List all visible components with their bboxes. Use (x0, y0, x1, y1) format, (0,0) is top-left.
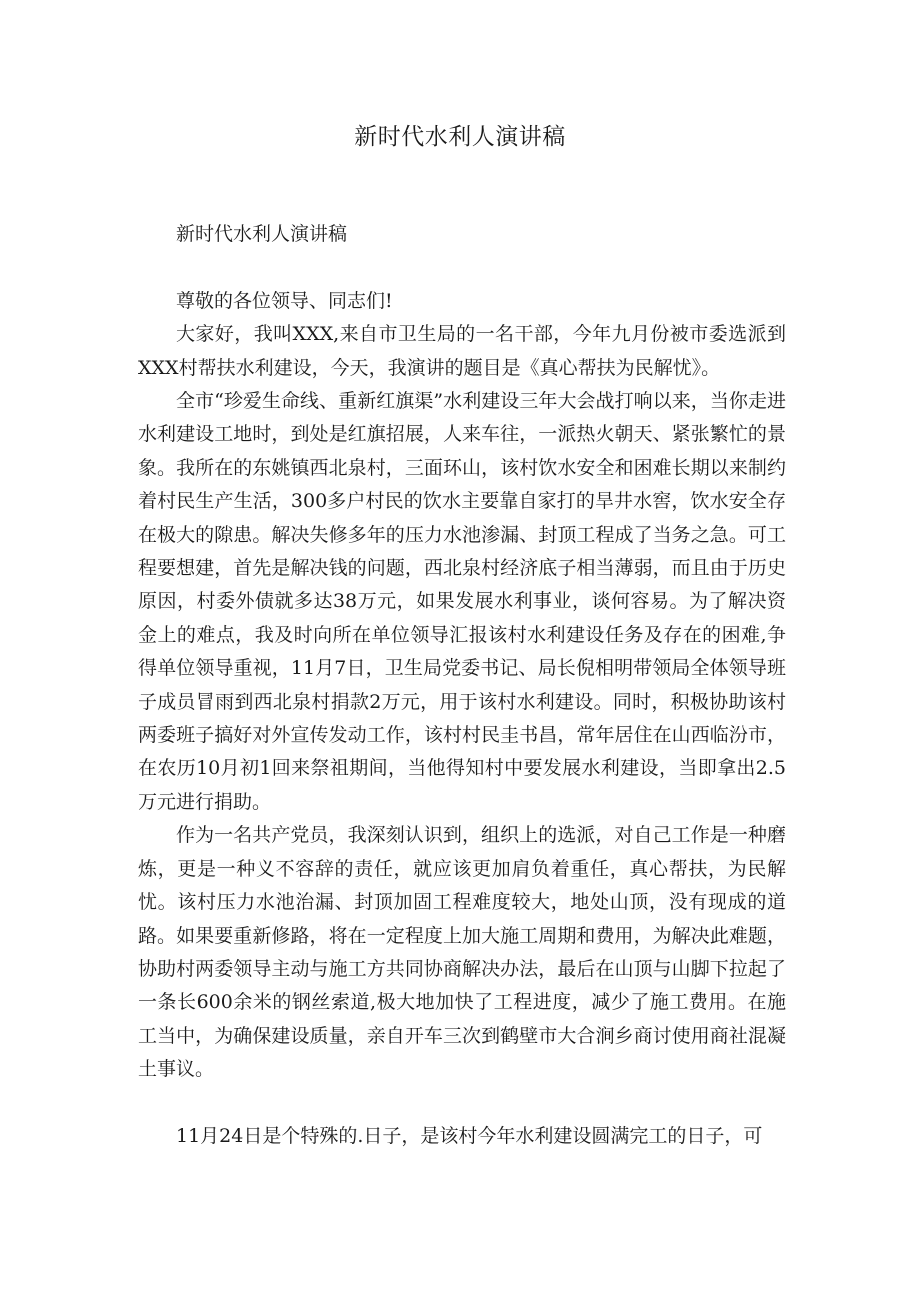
document-subtitle: 新时代水利人演讲稿 (176, 223, 348, 245)
document-body (138, 218, 786, 1153)
paragraph-construction: 全市“珍爱生命线、重新红旗渠”水利建设三年大会战打响以来，当你走进水利建设工地时，到处是红旗招展，人来车往，一派热火朝天、紧张繁忙的景象。我所在的东姚镇西北泉村，三面环山，该村饮水安全和困难长期以来制约着村民生产生活，300多户村民的饮水主要靠自家打的旱井水窖，饮水安全存在极大的隙患。解决失修多年的压力水池渗漏、封顶工程成了当务之急。可工程要想建，首先是解决钱的问题，西北泉村经济底子相当薄弱，而且由于历史原因，村委外债就多达38万元，如果发展水利事业，谈何容易。为了解决资金上的难点，我及时向所在单位领导汇报该村水利建设任务及存在的困难,争得单位领导重视，11月7日，卫生局党委书记、局长倪相明带领局全体领导班子成员冒雨到西北泉村捐款2万元，用于该村水利建设。同时，积极协助该村两委班子搞好对外宣传发动工作，该村村民圭书昌，常年居住在山西临汾市，在农历10月初1回来祭祖期间，当他得知村中要发展水利建设，当即拿出2.5万元进行捐助。 (138, 390, 786, 813)
greeting: 尊敬的各位领导、同志们! (176, 289, 393, 312)
paragraph-party-member: 作为一名共产党员，我深刻认识到，组织上的选派，对自己工作是一种磨炼，更是一种义不容辞的责任，就应该更加肩负着重任，真心帮扶，为民解忧。该村压力水池治漏、封顶加固工程难度较大，地处山顶，没有现成的道路。如果要重新修路，将在一定程度上加大施工周期和费用，为解决此难题，协助村两委领导主动与施工方共同协商解决办法，最后在山顶与山脚下拉起了一条长600余米的钢丝索道,极大地加快了工程进度，减少了施工费用。在施工当中，为确保建设质量，亲自开车三次到鹤壁市大合涧乡商讨使用商社混凝土事议。 (138, 824, 786, 1081)
paragraph-intro: 大家好，我叫XXX,来自市卫生局的一名干部，今年九月份被市委选派到XXX村帮扶水利建设，今天，我演讲的题目是《真心帮扶为民解忧》。 (138, 323, 786, 379)
document-title: 新时代水利人演讲稿 (354, 124, 566, 150)
paragraph-completion: 11月24日是个特殊的.日子，是该村今年水利建设圆满完工的日子，可 (176, 1124, 763, 1147)
